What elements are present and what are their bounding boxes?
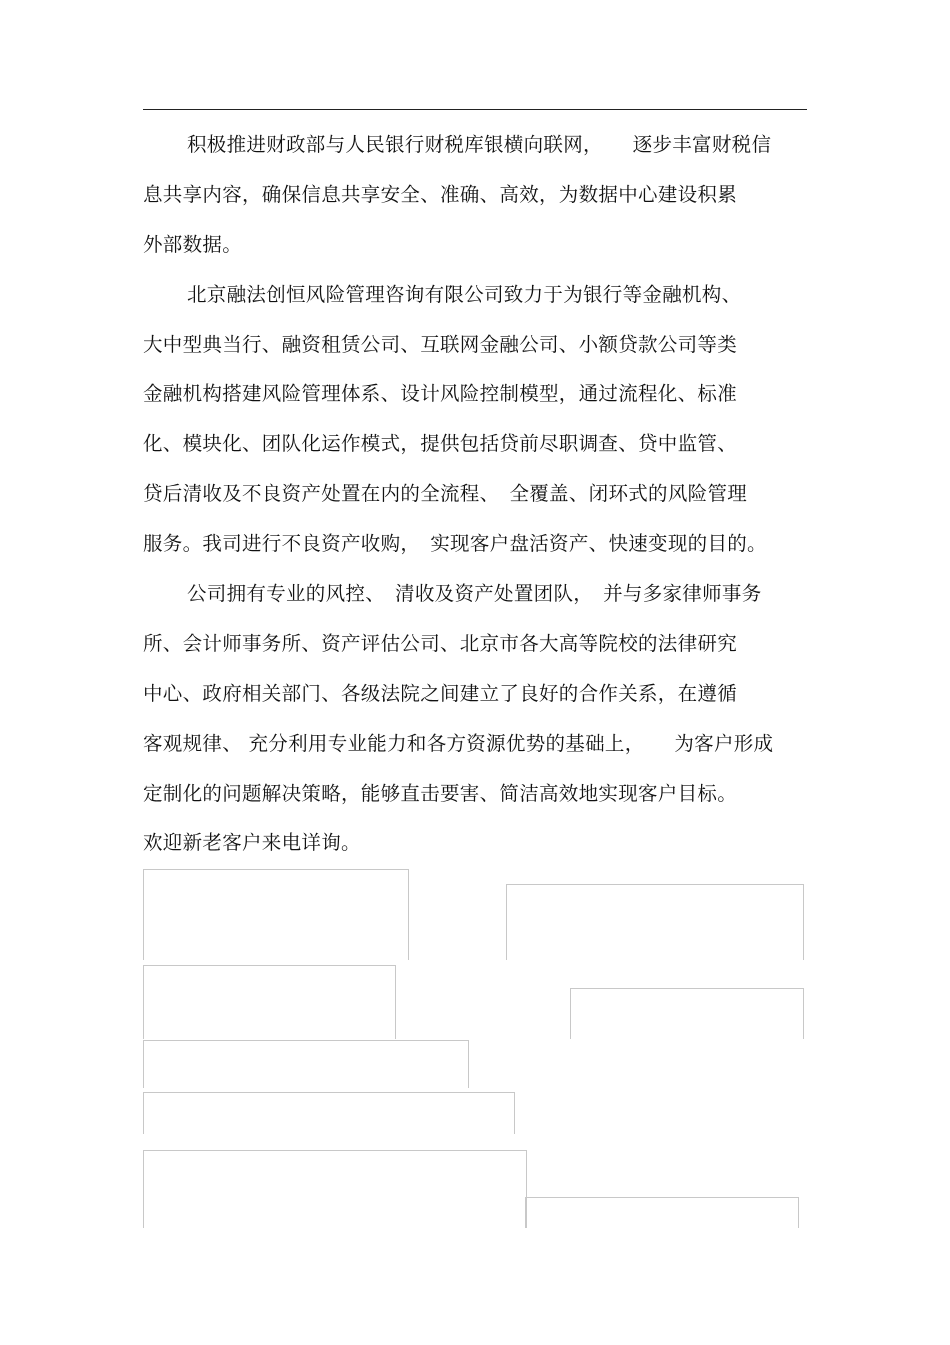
empty-box — [143, 1092, 515, 1134]
paragraph-2-line-2: 大中型典当行、融资租赁公司、互联网金融公司、小额贷款公司等类 — [143, 333, 738, 356]
paragraph-1-line-3: 外部数据。 — [143, 233, 243, 256]
header-rule — [143, 109, 807, 110]
paragraph-2-line-5: 贷后清收及不良资产处置在内的全流程、 全覆盖、闭环式的风险管理 — [143, 482, 748, 505]
paragraph-2-line-6: 服务。我司进行不良资产收购， 实现客户盘活资产、快速变现的目的。 — [143, 532, 767, 555]
empty-box — [143, 965, 396, 1039]
empty-box — [570, 988, 804, 1039]
empty-box — [143, 1150, 527, 1228]
paragraph-3-line-4: 客观规律、 充分利用专业能力和各方资源优势的基础上， 为客户形成 — [143, 732, 774, 755]
empty-box — [143, 869, 409, 960]
empty-box — [143, 1040, 469, 1088]
empty-box — [506, 884, 804, 960]
paragraph-3-line-3: 中心、政府相关部门、各级法院之间建立了良好的合作关系，在遵循 — [143, 682, 738, 705]
paragraph-3-line-5: 定制化的问题解决策略，能够直击要害、简洁高效地实现客户目标。 — [143, 782, 738, 805]
paragraph-2-line-4: 化、模块化、团队化运作模式，提供包括贷前尽职调查、贷中监管、 — [143, 432, 738, 455]
paragraph-3-line-2: 所、会计师事务所、资产评估公司、北京市各大高等院校的法律研究 — [143, 632, 738, 655]
paragraph-1-line-2: 息共享内容，确保信息共享安全、准确、高效，为数据中心建设积累 — [143, 183, 738, 206]
paragraph-2-line-3: 金融机构搭建风险管理体系、设计风险控制模型，通过流程化、标准 — [143, 382, 738, 405]
paragraph-1-line-1: 积极推进财政部与人民银行财税库银横向联网， 逐步丰富财税信 — [187, 133, 772, 156]
paragraph-2-line-1: 北京融法创恒风险管理咨询有限公司致力于为银行等金融机构、 — [187, 283, 742, 306]
paragraph-3-line-6: 欢迎新老客户来电详询。 — [143, 831, 361, 854]
paragraph-3-line-1: 公司拥有专业的风控、 清收及资产处置团队， 并与多家律师事务 — [187, 582, 762, 605]
empty-box — [525, 1197, 799, 1228]
